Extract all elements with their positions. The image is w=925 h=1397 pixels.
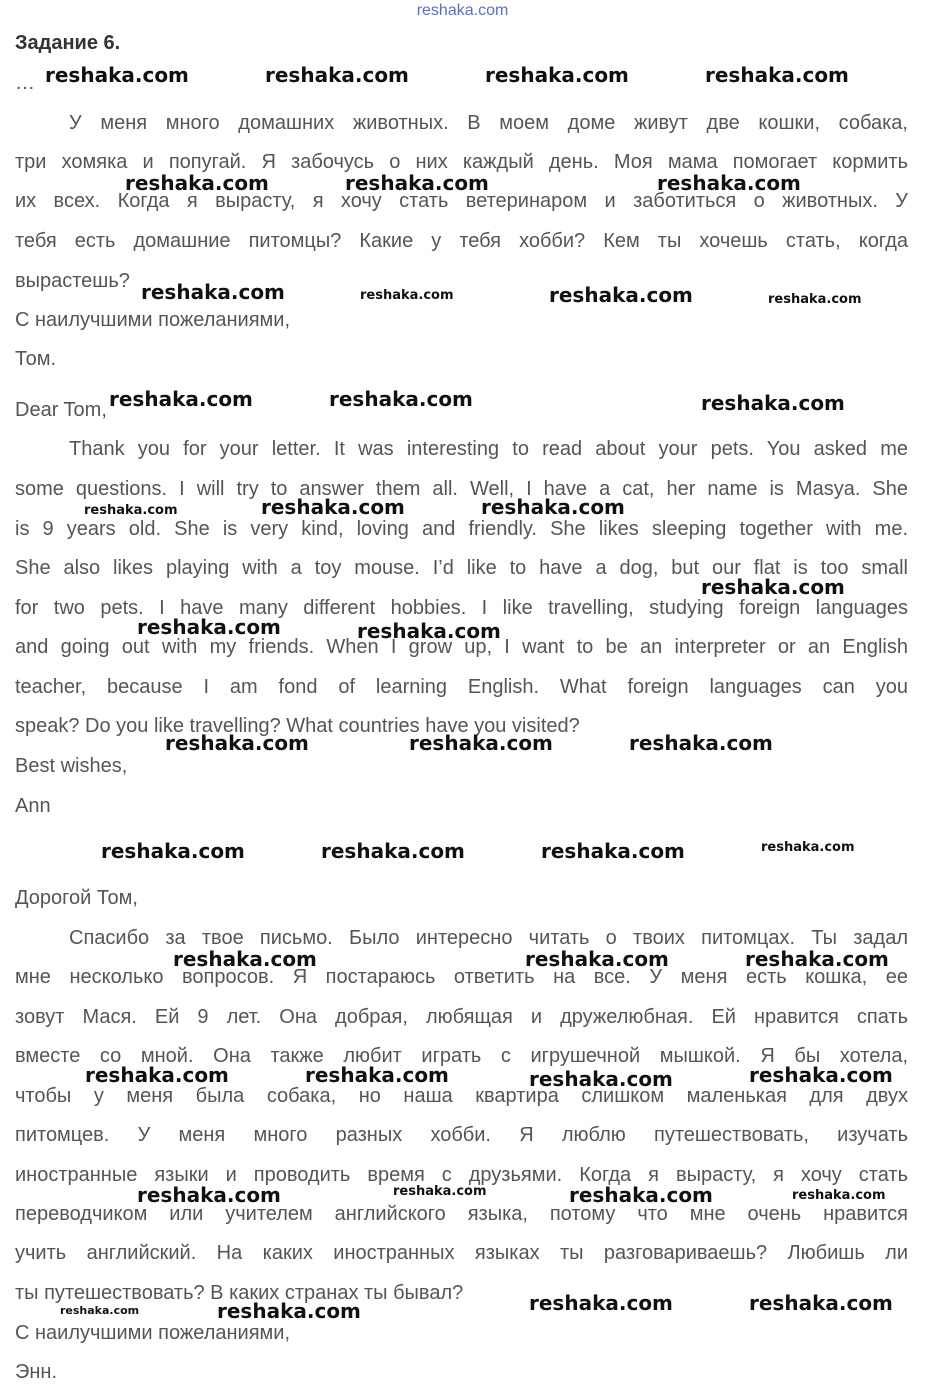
en-closing: Best wishes,	[15, 755, 128, 777]
watermark: reshaka.com	[85, 1063, 229, 1087]
ru2-greeting: Дорогой Том,	[15, 887, 138, 909]
watermark: reshaka.com	[541, 839, 685, 863]
en-greeting: Dear Tom,	[15, 399, 107, 421]
watermark: reshaka.com	[329, 387, 473, 411]
watermark: reshaka.com	[357, 619, 501, 643]
watermark: reshaka.com	[137, 615, 281, 639]
watermark: reshaka.com	[141, 280, 285, 304]
watermark: reshaka.com	[261, 495, 405, 519]
ru2-signature: Энн.	[15, 1361, 58, 1383]
en-line: is 9 years old. She is very kind, loving and friendly. She likes sleeping together with me.	[15, 518, 908, 540]
en-line: Thank you for your letter. It was interesting to read about your pets. You asked me	[69, 438, 908, 460]
en-line: teacher, because I am fond of learning English. What foreign languages can you	[15, 676, 908, 698]
ru1-line: вырастешь?	[15, 270, 130, 292]
watermark: reshaka.com	[165, 731, 309, 755]
ru1-line: три хомяка и попугай. Я забочусь о них каждый день. Моя мама помогает кормить	[15, 151, 908, 173]
watermark: reshaka.com	[792, 1188, 886, 1203]
ru1-closing: С наилучшими пожеланиями,	[15, 309, 291, 331]
watermark: reshaka.com	[360, 288, 454, 303]
ru2-line: Спасибо за твое письмо. Было интересно читать о твоих питомцах. Ты задал	[69, 927, 908, 949]
watermark: reshaka.com	[569, 1183, 713, 1207]
watermark: reshaka.com	[485, 63, 629, 87]
watermark: reshaka.com	[701, 391, 845, 415]
ru1-line: их всех. Когда я вырасту, я хочу стать ветеринаром и заботиться о животных. У	[15, 190, 908, 212]
watermark: reshaka.com	[345, 171, 489, 195]
watermark: reshaka.com	[125, 171, 269, 195]
ru2-line: мне несколько вопросов. Я постараюсь ответить на все. У меня есть кошка, ее	[15, 966, 908, 988]
en-line: speak? Do you like travelling? What countries have you visited?	[15, 715, 580, 737]
en-signature: Ann	[15, 795, 51, 817]
en-line: some questions. I will try to answer them all. Well, I have a cat, her name is Masya. She	[15, 478, 908, 500]
watermark: reshaka.com	[549, 283, 693, 307]
ru1-signature: Том.	[15, 348, 57, 370]
ru2-line: чтобы у меня была собака, но наша квартира слишком маленькая для двух	[15, 1085, 908, 1107]
ru1-line: тебя есть домашние питомцы? Какие у тебя хобби? Кем ты хочешь стать, когда	[15, 230, 908, 252]
ru2-line: иностранные языки и проводить время с друзьями. Когда я вырасту, я хочу стать	[15, 1164, 908, 1186]
watermark: reshaka.com	[529, 1291, 673, 1315]
watermark: reshaka.com	[705, 63, 849, 87]
watermark: reshaka.com	[701, 575, 845, 599]
ru2-line: переводчиком или учителем английского языка, потому что мне очень нравится	[15, 1203, 908, 1225]
watermark: reshaka.com	[745, 947, 889, 971]
watermark: reshaka.com	[749, 1063, 893, 1087]
watermark: reshaka.com	[525, 947, 669, 971]
watermark: reshaka.com	[529, 1067, 673, 1091]
watermark: reshaka.com	[60, 1304, 140, 1317]
task-title: Задание 6.	[15, 32, 121, 54]
watermark: reshaka.com	[217, 1299, 361, 1323]
watermark: reshaka.com	[481, 495, 625, 519]
ru1-line: У меня много домашних животных. В моем доме живут две кошки, собака,	[69, 112, 908, 134]
watermark: reshaka.com	[109, 387, 253, 411]
ru2-closing: С наилучшими пожеланиями,	[15, 1322, 291, 1344]
watermark: reshaka.com	[84, 503, 178, 518]
watermark: reshaka.com	[173, 947, 317, 971]
ru2-line: вместе со мной. Она также любит играть с игрушечной мышкой. Я бы хотела,	[15, 1045, 908, 1067]
en-line: and going out with my friends. When I grow up, I want to be an interpreter or an English	[15, 636, 908, 658]
site-header[interactable]: reshaka.com	[416, 2, 509, 19]
watermark: reshaka.com	[45, 63, 189, 87]
watermark: reshaka.com	[393, 1184, 487, 1199]
watermark: reshaka.com	[137, 1183, 281, 1207]
en-line: She also likes playing with a toy mouse. I’d like to have a dog, but our flat is too small	[15, 557, 908, 579]
watermark: reshaka.com	[305, 1063, 449, 1087]
ru2-line: питомцев. У меня много разных хобби. Я люблю путешествовать, изучать	[15, 1124, 908, 1146]
watermark: reshaka.com	[749, 1291, 893, 1315]
watermark: reshaka.com	[409, 731, 553, 755]
ru2-line: учить английский. На каких иностранных языках ты разговариваешь? Любишь ли	[15, 1242, 908, 1264]
en-line: for two pets. I have many different hobbies. I like travelling, studying foreign languages	[15, 597, 908, 619]
ellipsis: …	[15, 72, 35, 94]
watermark: reshaka.com	[629, 731, 773, 755]
watermark: reshaka.com	[657, 171, 801, 195]
ru2-line: зовут Мася. Ей 9 лет. Она добрая, любящая и дружелюбная. Ей нравится спать	[15, 1006, 908, 1028]
watermark: reshaka.com	[761, 840, 855, 855]
watermark: reshaka.com	[265, 63, 409, 87]
ru2-line: ты путешествовать? В каких странах ты бывал?	[15, 1282, 464, 1304]
watermark: reshaka.com	[101, 839, 245, 863]
watermark: reshaka.com	[768, 292, 862, 307]
watermark: reshaka.com	[321, 839, 465, 863]
